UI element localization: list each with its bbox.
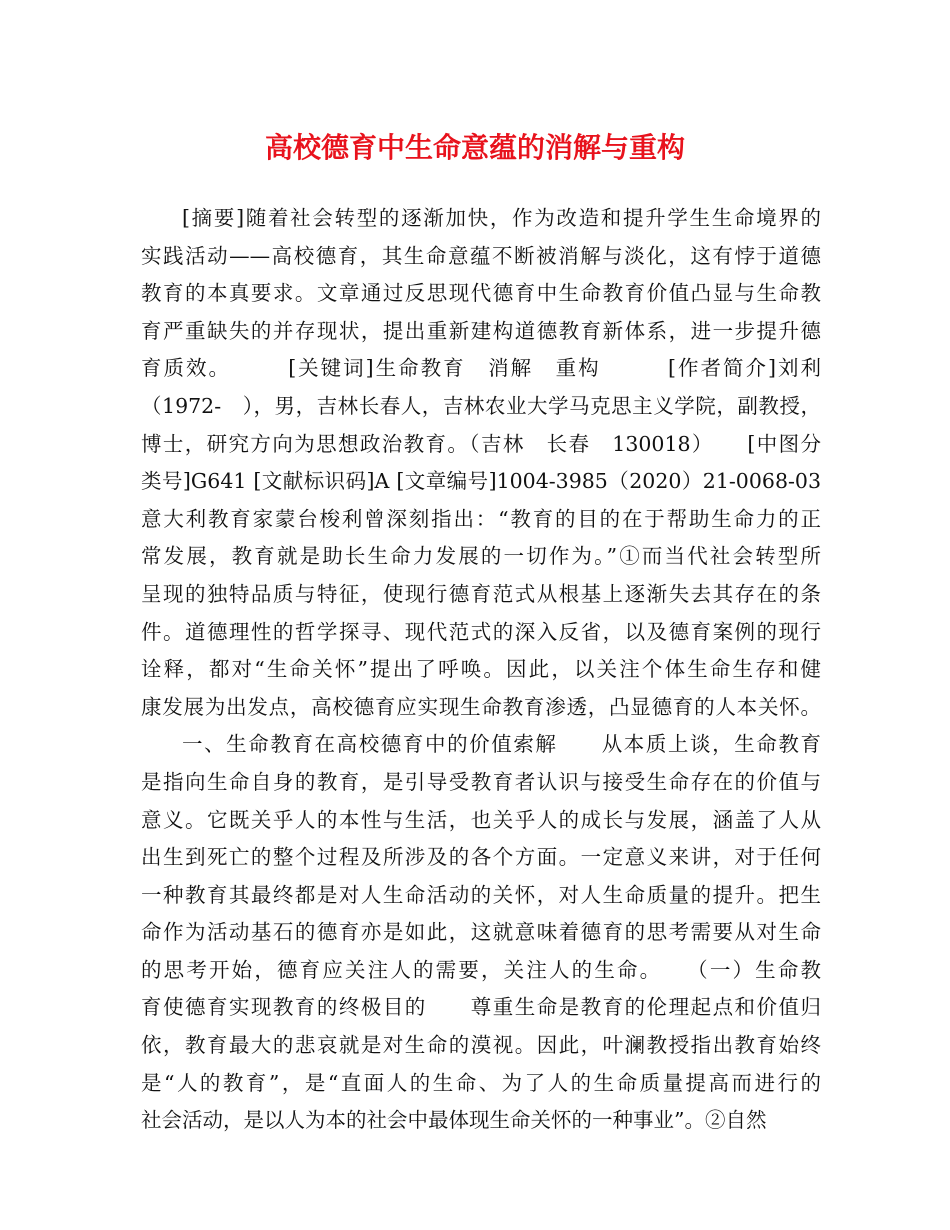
text-line: 件。道德理性的哲学探寻、现代范式的深入反省，以及德育案例的现行	[141, 619, 821, 644]
text-line: 类号]G641 [文献标识码]A [文章编号]1004-3985（2020）21-0068-03	[141, 469, 821, 494]
text-line: 博士，研究方向为思想政治教育。（吉林 长春 130018） [中图分	[141, 431, 821, 456]
text-line: 康发展为出发点，高校德育应实现生命教育渗透，凸显德育的人本关怀。	[141, 694, 821, 719]
text-line: 呈现的独特品质与特征，使现行德育范式从根基上逐渐失去其存在的条	[141, 581, 821, 606]
text-line: 的思考开始，德育应关注人的需要，关注人的生命。 （一）生命教	[141, 957, 821, 982]
text-line: 诠释，都对“生命关怀”提出了呼唤。因此，以关注个体生命生存和健	[141, 657, 821, 682]
text-line: 一、生命教育在高校德育中的价值索解 从本质上谈，生命教育	[182, 732, 821, 757]
text-line: 一种教育其最终都是对人生命活动的关怀，对人生命质量的提升。把生	[141, 882, 821, 907]
text-line: 意大利教育家蒙台梭利曾深刻指出：“教育的目的在于帮助生命力的正	[141, 506, 821, 531]
text-line: 出生到死亡的整个过程及所涉及的各个方面。一定意义来讲，对于任何	[141, 845, 821, 870]
text-line: 教育的本真要求。文章通过反思现代德育中生命教育价值凸显与生命教	[141, 281, 821, 306]
text-line: 常发展，教育就是助长生命力发展的一切作为。”①而当代社会转型所	[141, 544, 821, 569]
text-line: 育质效。 [关键词]生命教育 消解 重构 [作者简介]刘利	[141, 356, 821, 381]
document-body	[141, 200, 821, 1140]
document-title: 高校德育中生命意蕴的消解与重构	[264, 131, 685, 164]
text-line: 是“人的教育”，是“直面人的生命、为了人的生命质量提高而进行的	[141, 1070, 821, 1095]
text-line: 育使德育实现教育的终极目的 尊重生命是教育的伦理起点和价值归	[141, 995, 821, 1020]
text-line: 育严重缺失的并存现状，提出重新建构道德教育新体系，进一步提升德	[141, 318, 821, 343]
text-line: 是指向生命自身的教育，是引导受教育者认识与接受生命存在的价值与	[141, 769, 821, 794]
text-line: [摘要]随着社会转型的逐渐加快，作为改造和提升学生生命境界的	[182, 206, 821, 230]
text-line: 命作为活动基石的德育亦是如此，这就意味着德育的思考需要从对生命	[141, 920, 821, 945]
text-line: 实践活动——高校德育，其生命意蕴不断被消解与淡化，这有悖于道德	[141, 243, 821, 268]
text-line: 意义。它既关乎人的本性与生活，也关乎人的成长与发展，涵盖了人从	[141, 807, 821, 832]
text-line: 社会活动，是以人为本的社会中最体现生命关怀的一种事业”。②自然	[141, 1108, 767, 1133]
text-line: 依，教育最大的悲哀就是对生命的漠视。因此，叶澜教授指出教育始终	[141, 1033, 821, 1058]
text-line: （1972- ），男，吉林长春人，吉林农业大学马克思主义学院，副教授，	[141, 393, 821, 418]
